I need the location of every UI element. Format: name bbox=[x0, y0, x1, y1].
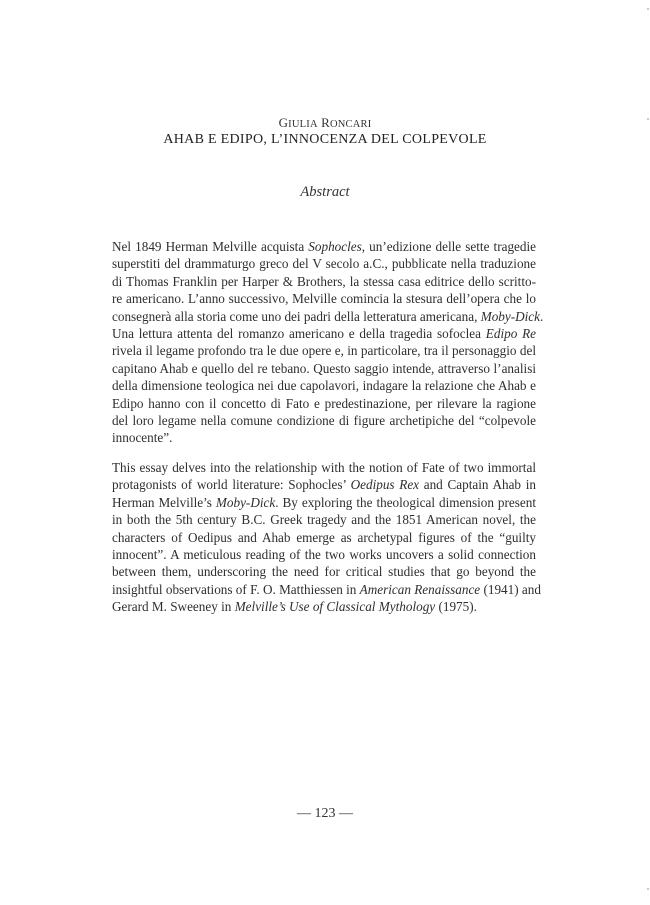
text-segment: capitano Ahab e quello del re tebano. Questo saggio intende, attraverso l’analisi bbox=[112, 360, 536, 376]
page-number: — 123 — bbox=[297, 806, 353, 821]
text-segment: Gerard M. Sweeney in bbox=[112, 599, 235, 615]
text-segment: characters of Oedipus and Ahab emerge as archetypal figures of the “guilty bbox=[112, 529, 536, 545]
text-line bbox=[112, 290, 536, 307]
edge-mark bbox=[647, 888, 649, 890]
text-segment: (1941) and bbox=[480, 581, 541, 597]
text-segment: re americano. L’anno successivo, Melville comincia la stesura dell’opera che lo bbox=[112, 291, 536, 307]
text-segment: innocente”. bbox=[112, 430, 173, 446]
abstract-english bbox=[112, 459, 541, 616]
text-segment: in both the 5th century B.C. Greek tragedy and the 1851 American novel, the bbox=[112, 512, 536, 528]
text-line bbox=[112, 563, 536, 580]
text-line bbox=[112, 325, 536, 342]
text-segment: della dimensione teologica nei due capolavori, indagare la relazione che Ahab e bbox=[112, 378, 536, 394]
text-segment: del loro legame nella comune condizione di figure archetipiche del “colpevole bbox=[112, 412, 536, 428]
text-line bbox=[112, 511, 536, 528]
text-segment: innocent”. A meticulous reading of the two works uncovers a solid connection bbox=[112, 546, 536, 562]
edge-mark bbox=[647, 8, 649, 10]
text-segment: superstiti del drammaturgo greco del V secolo a.C., pubblicate nella traduzione bbox=[112, 256, 536, 272]
text-segment: Una lettura attenta del romanzo americano e della tragedia sofoclea bbox=[112, 325, 486, 341]
text-line bbox=[112, 494, 536, 511]
italic-title: Moby-Dick bbox=[480, 308, 541, 324]
text-segment: . bbox=[540, 308, 544, 324]
text-segment: . By exploring the theological dimension present bbox=[275, 494, 536, 510]
text-line bbox=[112, 546, 536, 563]
text-segment: between them, underscoring the need for critical studies that go beyond the bbox=[112, 564, 536, 580]
edge-mark bbox=[647, 118, 649, 120]
italic-title: Sophocles bbox=[308, 239, 362, 254]
text-segment: protagonists of world literature: Sophocles’ bbox=[112, 477, 351, 493]
text-line bbox=[112, 342, 536, 359]
italic-title: Edipo Re bbox=[485, 325, 537, 341]
text-segment: rivela il legame profondo tra le due opere e, in particolare, tra il personaggio del bbox=[112, 343, 536, 359]
text-segment: , un’edizione delle sette tragedie bbox=[361, 239, 536, 254]
text-segment: and Captain Ahab in bbox=[419, 477, 536, 493]
text-line bbox=[112, 308, 544, 325]
author-first-rest: IULIA bbox=[288, 119, 318, 130]
author-last-rest: ONCARI bbox=[329, 119, 372, 130]
text-line bbox=[112, 238, 536, 255]
text-line bbox=[112, 598, 536, 615]
text-line bbox=[112, 459, 536, 476]
text-line bbox=[112, 412, 536, 429]
text-segment: This essay delves into the relationship with the notion of Fate of two immortal bbox=[112, 460, 536, 475]
text-line bbox=[112, 377, 536, 394]
text-line bbox=[112, 395, 536, 412]
text-segment: Herman Melville’s bbox=[112, 494, 216, 510]
text-line bbox=[112, 273, 536, 290]
text-segment: consegnerà alla storia come uno dei padri della letteratura americana, bbox=[112, 308, 481, 324]
text-segment: insightful observations of F. O. Matthiessen in bbox=[112, 581, 360, 597]
abstract-heading: Abstract bbox=[300, 184, 350, 200]
text-line bbox=[112, 529, 536, 546]
text-line bbox=[112, 429, 536, 446]
text-line bbox=[112, 360, 536, 377]
italic-title: Moby-Dick bbox=[215, 494, 276, 510]
italic-title: Oedipus Rex bbox=[350, 477, 420, 493]
author-name bbox=[0, 115, 650, 131]
text-line bbox=[112, 255, 536, 272]
abstract-italian bbox=[112, 238, 544, 447]
text-segment: Edipo hanno con il concetto di Fato e predestinazione, per rilevare la ragione bbox=[112, 395, 536, 411]
italic-title: American Renaissance bbox=[359, 581, 481, 597]
author-last-initial: R bbox=[321, 115, 330, 130]
article-title: AHAB E EDIPO, L’INNOCENZA DEL COLPEVOLE bbox=[163, 132, 487, 147]
text-segment: (1975). bbox=[435, 599, 477, 615]
author-first-initial: G bbox=[278, 115, 289, 130]
italic-title: Melville’s Use of Classical Mythology bbox=[234, 599, 436, 615]
text-segment: Nel 1849 Herman Melville acquista bbox=[112, 239, 309, 254]
text-segment: di Thomas Franklin per Harper & Brothers, la stessa casa editrice dello scritto- bbox=[112, 273, 536, 289]
text-line bbox=[112, 476, 536, 493]
text-line bbox=[112, 581, 541, 598]
